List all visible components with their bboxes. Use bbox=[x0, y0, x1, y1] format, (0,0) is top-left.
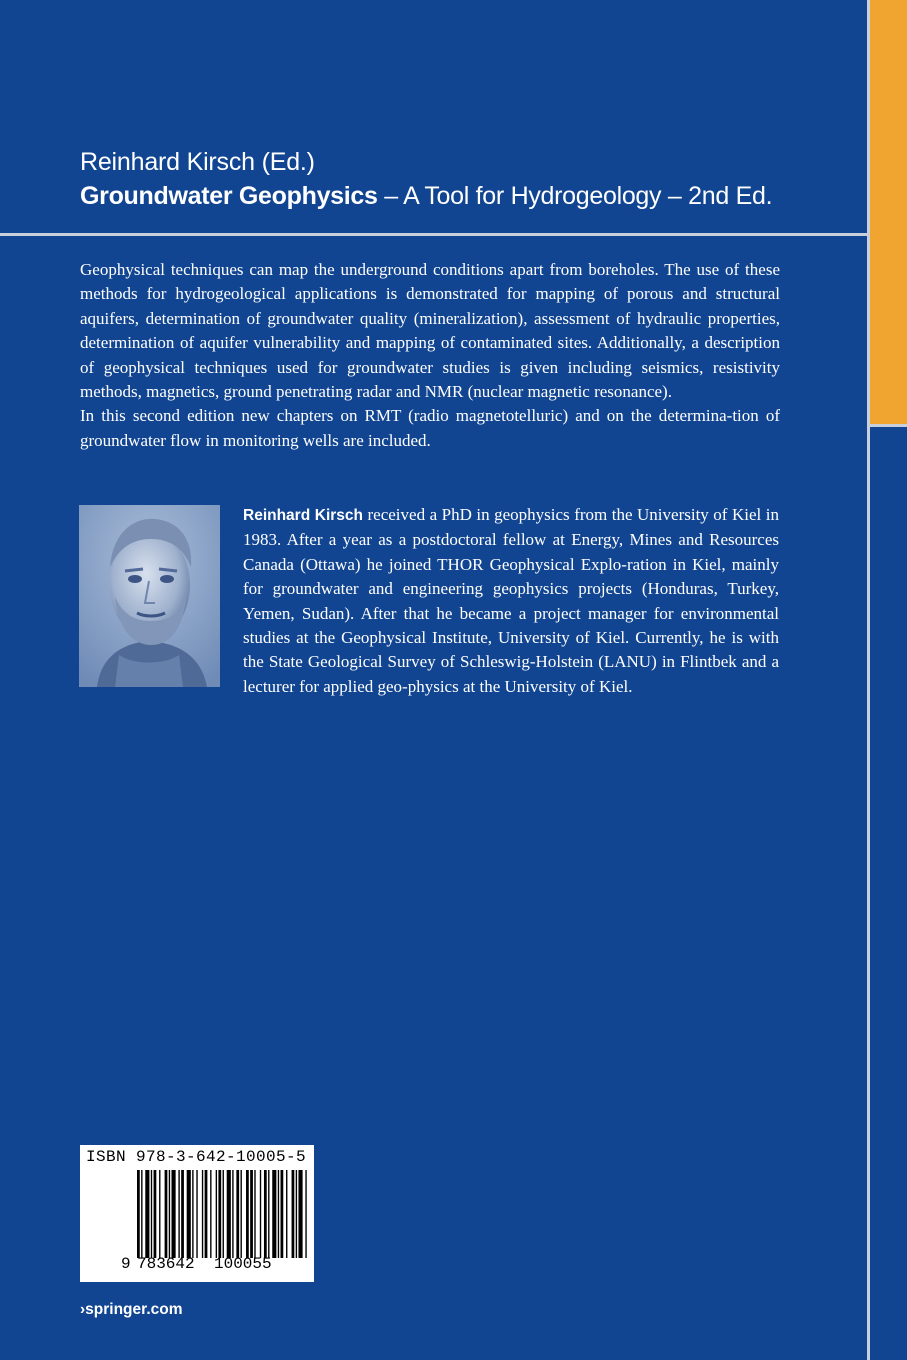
barcode-image bbox=[80, 1145, 314, 1282]
barcode-bar bbox=[137, 1170, 140, 1258]
barcode-bar bbox=[305, 1170, 306, 1258]
barcode-bar bbox=[296, 1170, 297, 1258]
barcode-bar bbox=[181, 1170, 184, 1258]
isbn-label: ISBN 978-3-642-10005-5 bbox=[86, 1148, 307, 1166]
publisher-url: ›springer.com bbox=[80, 1301, 183, 1318]
barcode-first-digit: 9 bbox=[121, 1255, 131, 1273]
author-biography bbox=[243, 503, 779, 699]
barcode-bar bbox=[241, 1170, 242, 1258]
barcode-bar bbox=[232, 1170, 233, 1258]
book-description bbox=[80, 258, 780, 453]
side-divider-horizontal bbox=[867, 424, 907, 427]
barcode-bar bbox=[172, 1170, 176, 1258]
barcode-bar bbox=[272, 1170, 276, 1258]
author-bio-text: received a PhD in geophysics from the University of Kiel in 1983. After a year as a postdoctoral fellow at Energy, Mines and Resources Canada (Ottawa) he joined THOR Geophysical Explo-ration in Kiel, mainly for groundwater and engineering geophysics projects (Honduras, Turkey, Yemen, Sudan). After that he became a project manager for environmental studies at the Geophysical Institute, University of Kiel. Currently, he is with the State Geological Survey of Schleswig-Holstein (LANU) in Flintbek and a lecturer for applied geo-physics at the University of Kiel. bbox=[243, 505, 779, 696]
barcode-bar bbox=[216, 1170, 217, 1258]
barcode-bar bbox=[159, 1170, 160, 1258]
barcode-bar bbox=[141, 1170, 142, 1258]
barcode-bar bbox=[286, 1170, 287, 1258]
barcode-bar bbox=[250, 1170, 253, 1258]
header-rule bbox=[0, 233, 868, 236]
barcode-bar bbox=[202, 1170, 203, 1258]
description-paragraph: Geophysical techniques can map the underground conditions apart from boreholes. The use of these methods for hydrogeological applications is demonstrated for mapping of porous and structural aquifers, determination of groundwater quality (mineralization), assessment of hydraulic properties, determination of aquifer vulnerability and mapping of contaminated sites. Additionally, a description of geophysical techniques used for groundwater studies is given including seismics, resistivity methods, magnetics, ground penetrating radar and NMR (nuclear magnetic resonance). bbox=[80, 260, 780, 402]
barcode-bar bbox=[196, 1170, 197, 1258]
barcode-bar bbox=[154, 1170, 157, 1258]
barcode-bar bbox=[223, 1170, 224, 1258]
barcode-bar bbox=[264, 1170, 267, 1258]
barcode-bar bbox=[292, 1170, 295, 1258]
barcode-bar bbox=[165, 1170, 168, 1258]
barcode-bar bbox=[192, 1170, 193, 1258]
book-title-subtitle: – A Tool for Hydrogeology – 2nd Ed. bbox=[377, 182, 773, 210]
barcode-bar bbox=[260, 1170, 261, 1258]
side-divider-vertical bbox=[867, 0, 870, 1360]
barcode-bar bbox=[218, 1170, 221, 1258]
barcode-bar bbox=[298, 1170, 302, 1258]
barcode-bar bbox=[145, 1170, 149, 1258]
barcode-bar bbox=[227, 1170, 231, 1258]
barcode-bar bbox=[205, 1170, 208, 1258]
barcode-bar bbox=[278, 1170, 279, 1258]
barcode-left-group: 783642 bbox=[137, 1255, 195, 1273]
barcode-bar bbox=[169, 1170, 170, 1258]
barcode-right-group: 100055 bbox=[214, 1255, 272, 1273]
barcode-bar bbox=[268, 1170, 269, 1258]
barcode-bar bbox=[187, 1170, 191, 1258]
side-accent-bar bbox=[867, 0, 907, 424]
author-name: Reinhard Kirsch bbox=[243, 507, 363, 524]
barcode-bar bbox=[281, 1170, 284, 1258]
description-paragraph: In this second edition new chapters on RMT (radio magnetotelluric) and on the determina-tion of groundwater flow in monitoring wells are included. bbox=[80, 406, 780, 450]
author-photo bbox=[79, 505, 220, 687]
barcode-bar bbox=[246, 1170, 249, 1258]
cover-header bbox=[80, 146, 860, 214]
author-portrait-image bbox=[79, 505, 220, 687]
book-title bbox=[80, 178, 860, 214]
barcode-bar bbox=[178, 1170, 179, 1258]
barcode-bar bbox=[151, 1170, 152, 1258]
barcode-bar bbox=[236, 1170, 239, 1258]
book-title-main: Groundwater Geophysics bbox=[80, 182, 378, 210]
barcode-bar bbox=[210, 1170, 211, 1258]
barcode-bar bbox=[254, 1170, 255, 1258]
editor-name: Reinhard Kirsch (Ed.) bbox=[80, 148, 315, 176]
isbn-barcode-box bbox=[80, 1145, 314, 1282]
